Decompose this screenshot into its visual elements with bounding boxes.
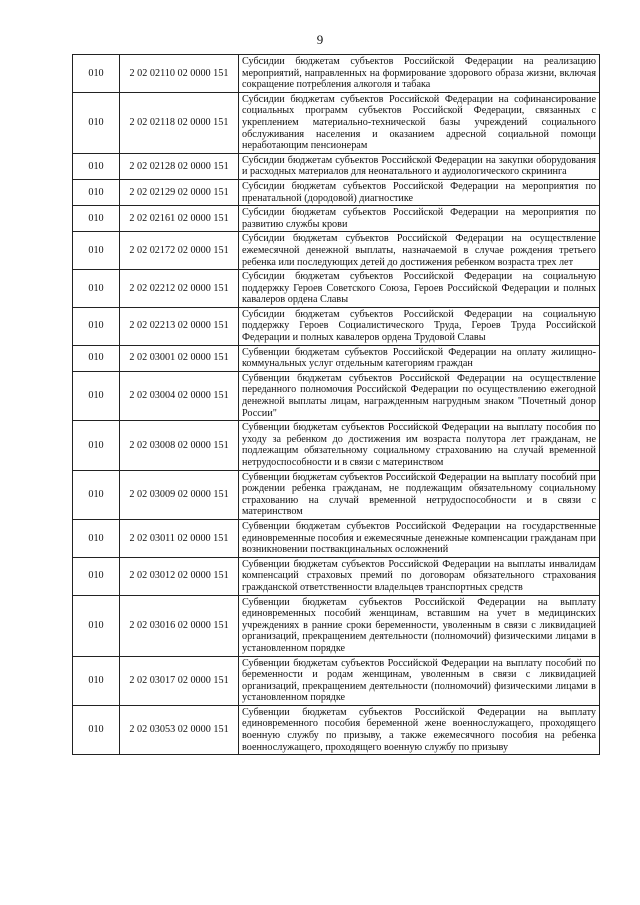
table-row	[73, 270, 600, 308]
admin-code-cell: 010	[73, 206, 120, 232]
admin-code-cell: 010	[73, 656, 120, 705]
admin-code-cell: 010	[73, 595, 120, 656]
budget-classification-code-cell: 2 02 03053 02 0000 151	[120, 705, 239, 754]
budget-classification-code-cell: 2 02 02161 02 0000 151	[120, 206, 239, 232]
admin-code-cell: 010	[73, 557, 120, 595]
table-row	[73, 92, 600, 153]
budget-classification-code-cell: 2 02 03004 02 0000 151	[120, 371, 239, 420]
budget-classification-code-cell: 2 02 02110 02 0000 151	[120, 55, 239, 93]
budget-classification-code-cell: 2 02 02128 02 0000 151	[120, 153, 239, 179]
revenue-description-cell: Субвенции бюджетам субъектов Российской Федерации на выплату пособия по уходу за ребенком до достижения им возраста полутора лет гражданам, не подлежащим обязательному социальному страхованию на случай временной нетрудоспособности и в связи с материнством	[239, 421, 600, 470]
revenue-description-cell: Субвенции бюджетам субъектов Российской Федерации на оплату жилищно-коммунальных услуг отдельным категориям граждан	[239, 345, 600, 371]
table-row	[73, 307, 600, 345]
revenue-description-cell: Субсидии бюджетам субъектов Российской Федерации на социальную поддержку Героев Советского Союза, Героев Российской Федерации и полных кавалеров ордена Славы	[239, 270, 600, 308]
budget-classification-code-cell: 2 02 03008 02 0000 151	[120, 421, 239, 470]
budget-classification-code-cell: 2 02 03009 02 0000 151	[120, 470, 239, 519]
revenue-description-cell: Субсидии бюджетам субъектов Российской Федерации на мероприятия по пренатальной (дородовой) диагностике	[239, 179, 600, 205]
admin-code-cell: 010	[73, 345, 120, 371]
table-row	[73, 656, 600, 705]
budget-classification-code-cell: 2 02 02172 02 0000 151	[120, 232, 239, 270]
budget-classification-code-cell: 2 02 03017 02 0000 151	[120, 656, 239, 705]
table-row	[73, 232, 600, 270]
admin-code-cell: 010	[73, 55, 120, 93]
admin-code-cell: 010	[73, 179, 120, 205]
table-row	[73, 345, 600, 371]
table-row	[73, 206, 600, 232]
table-row	[73, 705, 600, 754]
table-row	[73, 55, 600, 93]
admin-code-cell: 010	[73, 92, 120, 153]
revenue-description-cell: Субсидии бюджетам субъектов Российской Федерации на социальную поддержку Героев Социалистического Труда, Героев Труда Российской Федерации и полных кавалеров ордена Трудовой Славы	[239, 307, 600, 345]
revenue-description-cell: Субсидии бюджетам субъектов Российской Федерации на мероприятия по развитию службы крови	[239, 206, 600, 232]
budget-code-table	[72, 54, 600, 755]
table-row	[73, 595, 600, 656]
revenue-description-cell: Субвенции бюджетам субъектов Российской Федерации на выплату единовременного пособия беременной жене военнослужащего, проходящего военную службу по призыву, а также ежемесячного пособия на ребенка военнослужащего, проходящего военную службу по призыву	[239, 705, 600, 754]
admin-code-cell: 010	[73, 153, 120, 179]
budget-classification-code-cell: 2 02 02213 02 0000 151	[120, 307, 239, 345]
admin-code-cell: 010	[73, 470, 120, 519]
admin-code-cell: 010	[73, 371, 120, 420]
admin-code-cell: 010	[73, 232, 120, 270]
table-row	[73, 519, 600, 557]
table-row	[73, 153, 600, 179]
budget-classification-code-cell: 2 02 03016 02 0000 151	[120, 595, 239, 656]
budget-classification-code-cell: 2 02 02118 02 0000 151	[120, 92, 239, 153]
revenue-description-cell: Субвенции бюджетам субъектов Российской Федерации на государственные единовременные пособия и ежемесячные денежные компенсации гражданам при возникновении поствакцинальных осложнений	[239, 519, 600, 557]
revenue-description-cell: Субвенции бюджетам субъектов Российской Федерации на осуществление переданного полномочия Российской Федерации по осуществлению ежегодной денежной выплаты лицам, награжденным нагрудным знаком "Почетный донор России"	[239, 371, 600, 420]
admin-code-cell: 010	[73, 270, 120, 308]
budget-classification-code-cell: 2 02 03001 02 0000 151	[120, 345, 239, 371]
table-row	[73, 371, 600, 420]
admin-code-cell: 010	[73, 705, 120, 754]
table-row	[73, 557, 600, 595]
budget-classification-code-cell: 2 02 02212 02 0000 151	[120, 270, 239, 308]
budget-classification-code-cell: 2 02 02129 02 0000 151	[120, 179, 239, 205]
admin-code-cell: 010	[73, 519, 120, 557]
admin-code-cell: 010	[73, 421, 120, 470]
admin-code-cell: 010	[73, 307, 120, 345]
revenue-description-cell: Субсидии бюджетам субъектов Российской Федерации на реализацию мероприятий, направленных на формирование здорового образа жизни, включая сокращение потребления алкоголя и табака	[239, 55, 600, 93]
revenue-description-cell: Субвенции бюджетам субъектов Российской Федерации на выплату единовременных пособий женщинам, вставшим на учет в медицинских учреждениях в ранние сроки беременности, уволенным в связи с ликвидацией организаций, прекращением деятельности (полномочий) физическими лицами в установленном порядке	[239, 595, 600, 656]
revenue-description-cell: Субсидии бюджетам субъектов Российской Федерации на закупки оборудования и расходных материалов для неонатального и аудиологического скрининга	[239, 153, 600, 179]
page-number: 9	[316, 32, 324, 47]
revenue-description-cell: Субсидии бюджетам субъектов Российской Федерации на осуществление ежемесячной денежной выплаты, назначаемой в случае рождения третьего ребенка или последующих детей до достижения ребенком возраста трех лет	[239, 232, 600, 270]
table-row	[73, 470, 600, 519]
table-body	[73, 55, 600, 755]
revenue-description-cell: Субвенции бюджетам субъектов Российской Федерации на выплату пособий при рождении ребенка гражданам, не подлежащим обязательному социальному страхованию на случай временной нетрудоспособности и в связи с материнством	[239, 470, 600, 519]
revenue-description-cell: Субвенции бюджетам субъектов Российской Федерации на выплату пособий по беременности и родам женщинам, уволенным в связи с ликвидацией организаций, прекращением деятельности (полномочий) физическими лицами в установленном порядке	[239, 656, 600, 705]
budget-classification-code-cell: 2 02 03012 02 0000 151	[120, 557, 239, 595]
table-row	[73, 421, 600, 470]
table-row	[73, 179, 600, 205]
budget-classification-code-cell: 2 02 03011 02 0000 151	[120, 519, 239, 557]
revenue-description-cell: Субвенции бюджетам субъектов Российской Федерации на выплаты инвалидам компенсаций страховых премий по договорам обязательного страхования гражданской ответственности владельцев транспортных средств	[239, 557, 600, 595]
revenue-description-cell: Субсидии бюджетам субъектов Российской Федерации на софинансирование социальных программ субъектов Российской Федерации, связанных с укреплением материально-технической базы учреждений социального обслуживания населения и оказанием адресной социальной помощи неработающим пенсионерам	[239, 92, 600, 153]
